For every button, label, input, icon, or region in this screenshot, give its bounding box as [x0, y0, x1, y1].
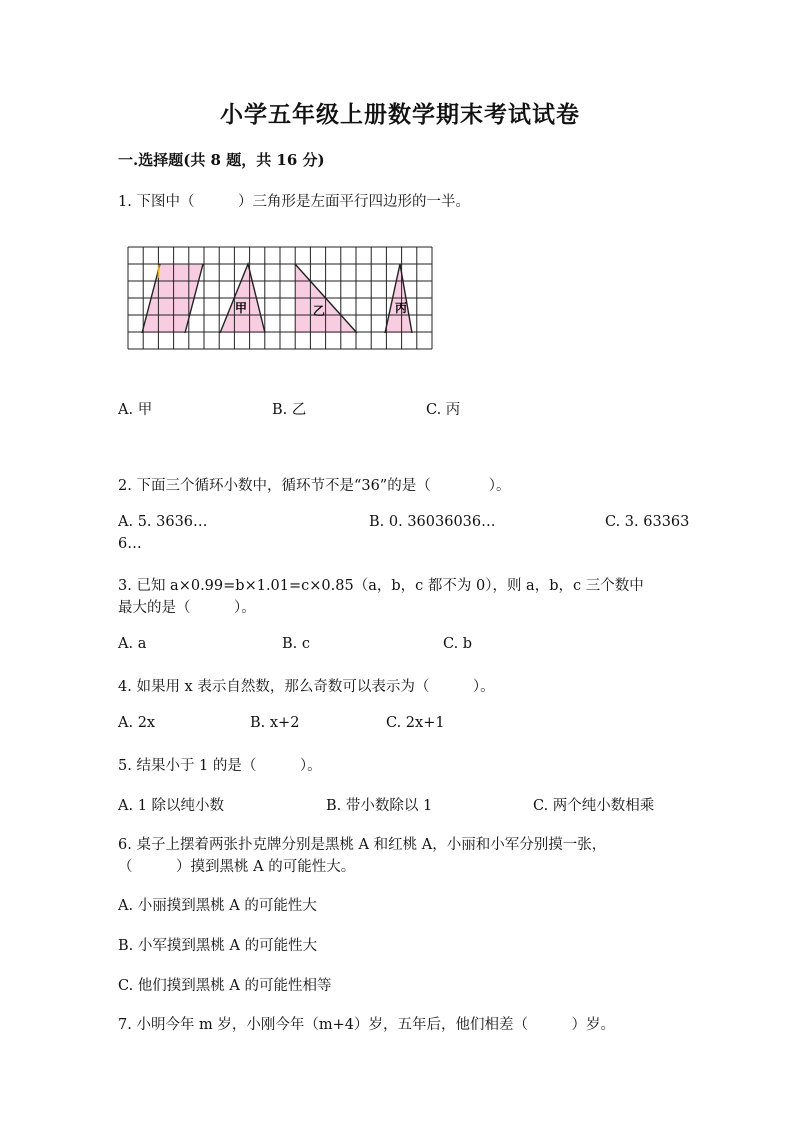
page-title: 小学五年级上册数学期末考试试卷 [220, 101, 580, 128]
question-2-text: 2. 下面三个循环小数中，循环节不是“36”的是（ ）。 [118, 478, 511, 494]
q2-option-b[interactable]: B. 0. 36036036… [369, 514, 496, 530]
section-title: 一.选择题(共 8 题，共 16 分) [118, 151, 325, 169]
grid-lines [128, 247, 432, 349]
q6-option-a[interactable]: A. 小丽摸到黑桃 A 的可能性大 [118, 898, 317, 914]
q3-option-a[interactable]: A. a [118, 636, 147, 652]
q4-option-a[interactable]: A. 2x [118, 715, 156, 731]
q1-option-a[interactable]: A. 甲 [118, 402, 153, 418]
question-3-text-line1: 3. 已知 a×0.99=b×1.01=c×0.85（a，b，c 都不为 0），则 a，b，c 三个数中 [118, 578, 644, 594]
q1-option-c[interactable]: C. 丙 [426, 402, 461, 418]
q6-option-c[interactable]: C. 他们摸到黑桃 A 的可能性相等 [118, 978, 332, 994]
q5-option-b[interactable]: B. 带小数除以 1 [326, 798, 433, 814]
q5-option-c[interactable]: C. 两个纯小数相乘 [533, 798, 655, 814]
q6-option-b[interactable]: B. 小军摸到黑桃 A 的可能性大 [118, 938, 318, 954]
question-3-text-line2: 最大的是（ ）。 [118, 600, 256, 616]
question-6-text-line2: （ ）摸到黑桃 A 的可能性大。 [118, 859, 356, 875]
yellow-mark [158, 265, 159, 278]
q3-option-c[interactable]: C. b [443, 636, 473, 652]
question-4-text: 4. 如果用 x 表示自然数，那么奇数可以表示为（ ）。 [118, 679, 495, 695]
label-yi: 乙 [313, 304, 326, 318]
label-bing: 丙 [395, 301, 408, 315]
q3-option-b[interactable]: B. c [282, 636, 310, 652]
q4-option-c[interactable]: C. 2x+1 [386, 715, 445, 731]
question-5-text: 5. 结果小于 1 的是（ ）。 [118, 758, 322, 774]
q2-option-a[interactable]: A. 5. 3636… [118, 514, 208, 530]
q2-option-c-continuation: 6… [118, 536, 142, 552]
q5-option-a[interactable]: A. 1 除以纯小数 [118, 798, 225, 814]
question-1-text: 1. 下图中（ ）三角形是左面平行四边形的一半。 [118, 194, 470, 210]
q4-option-b[interactable]: B. x+2 [250, 715, 300, 731]
label-jia: 甲 [235, 301, 248, 315]
grid-figure [127, 246, 433, 350]
q2-option-c[interactable]: C. 3. 63363 [605, 514, 690, 530]
question-6-text-line1: 6. 桌子上摆着两张扑克牌分别是黑桃 A 和红桃 A，小丽和小军分别摸一张， [118, 837, 607, 853]
question-7-text: 7. 小明今年 m 岁，小刚今年（m+4）岁，五年后，他们相差（ ）岁。 [118, 1017, 616, 1033]
q1-option-b[interactable]: B. 乙 [272, 402, 307, 418]
